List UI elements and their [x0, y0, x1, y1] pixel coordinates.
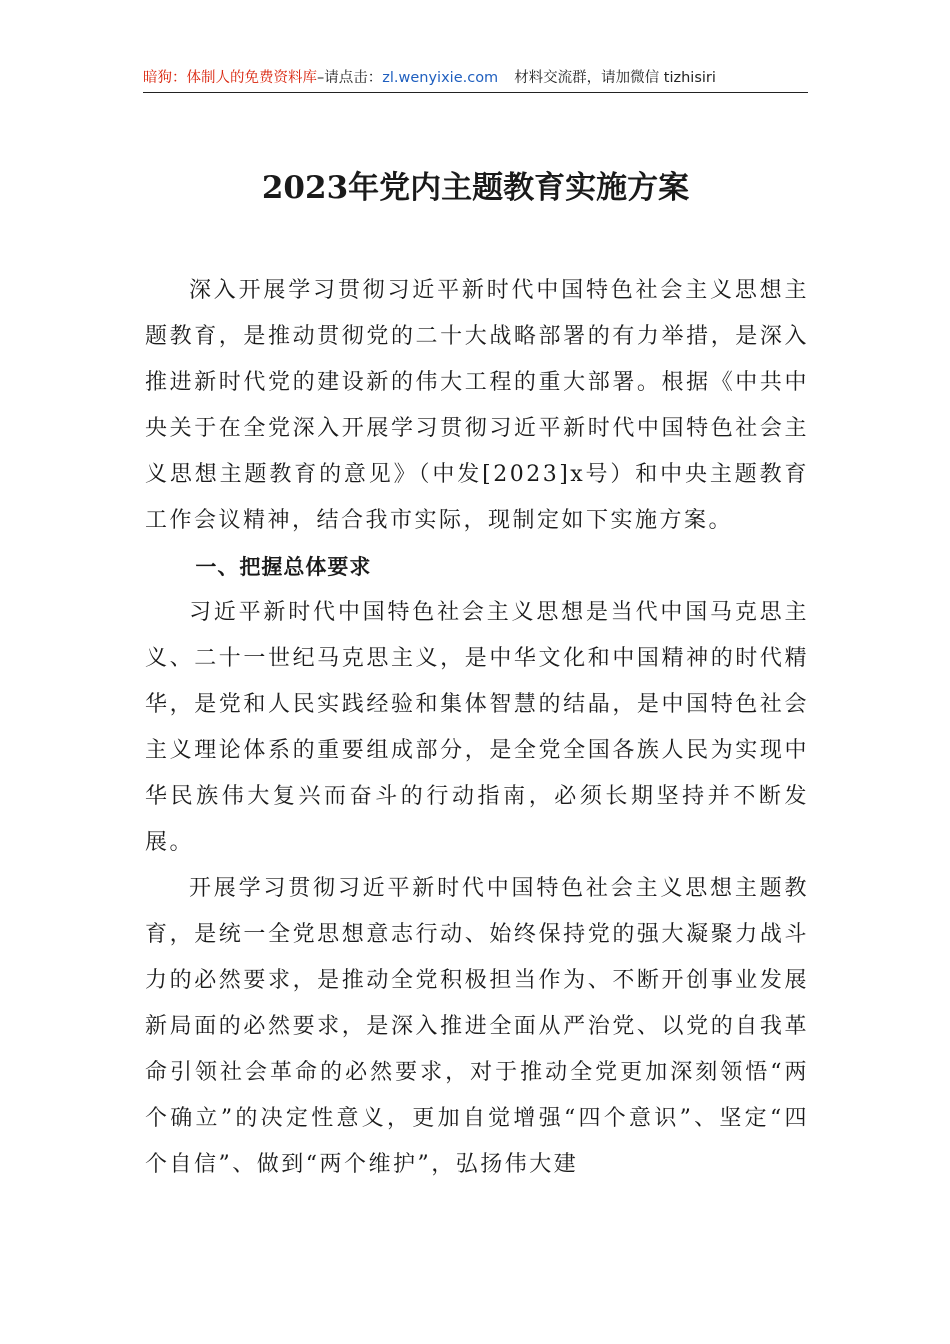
intro-paragraph: 深入开展学习贯彻习近平新时代中国特色社会主义思想主题教育，是推动贯彻党的二十大战略部署的有力举措，是深入推进新时代党的建设新的伟大工程的重大部署。根据《中共中央关于在全党深入开展学习贯彻习近平新时代中国特色社会主义思想主题教育的意见》（中发[2023]x号）和中央主题教育工作会议精神，结合我市实际，现制定如下实施方案。	[145, 278, 809, 533]
header-brand: 暗狗：体制人的免费资料库	[143, 70, 317, 86]
section-heading: 一、把握总体要求	[195, 555, 372, 579]
body-paragraph: 开展学习贯彻习近平新时代中国特色社会主义思想主题教育，是统一全党思想意志行动、始终保持党的强大凝聚力战斗力的必然要求，是推动全党积极担当作为、不断开创事业发展新局面的必然要求，是深入推进全面从严治党、以党的自我革命引领社会革命的必然要求，对于推动全党更加深刻领悟“两个确立”的决定性意义，更加自觉增强“四个意识”、坚定“四个自信”、做到“两个维护”，弘扬伟大建	[145, 876, 809, 1177]
document-title: 2023年党内主题教育实施方案	[261, 170, 690, 206]
body-paragraph: 习近平新时代中国特色社会主义思想是当代中国马克思主义、二十一世纪马克思主义，是中华文化和中国精神的时代精华，是党和人民实践经验和集体智慧的结晶，是中国特色社会主义理论体系的重要组成部分，是全党全国各族人民为实现中华民族伟大复兴而奋斗的行动指南，必须长期坚持并不断发展。	[145, 600, 809, 855]
header-wechat-note: 材料交流群，请加微信 tizhisiri	[514, 70, 716, 86]
header-url-link[interactable]: zl.wenyixie.com	[382, 70, 499, 86]
page-header	[143, 64, 808, 93]
document-body	[145, 268, 809, 1188]
header-click-prompt: –请点击：	[317, 70, 383, 86]
